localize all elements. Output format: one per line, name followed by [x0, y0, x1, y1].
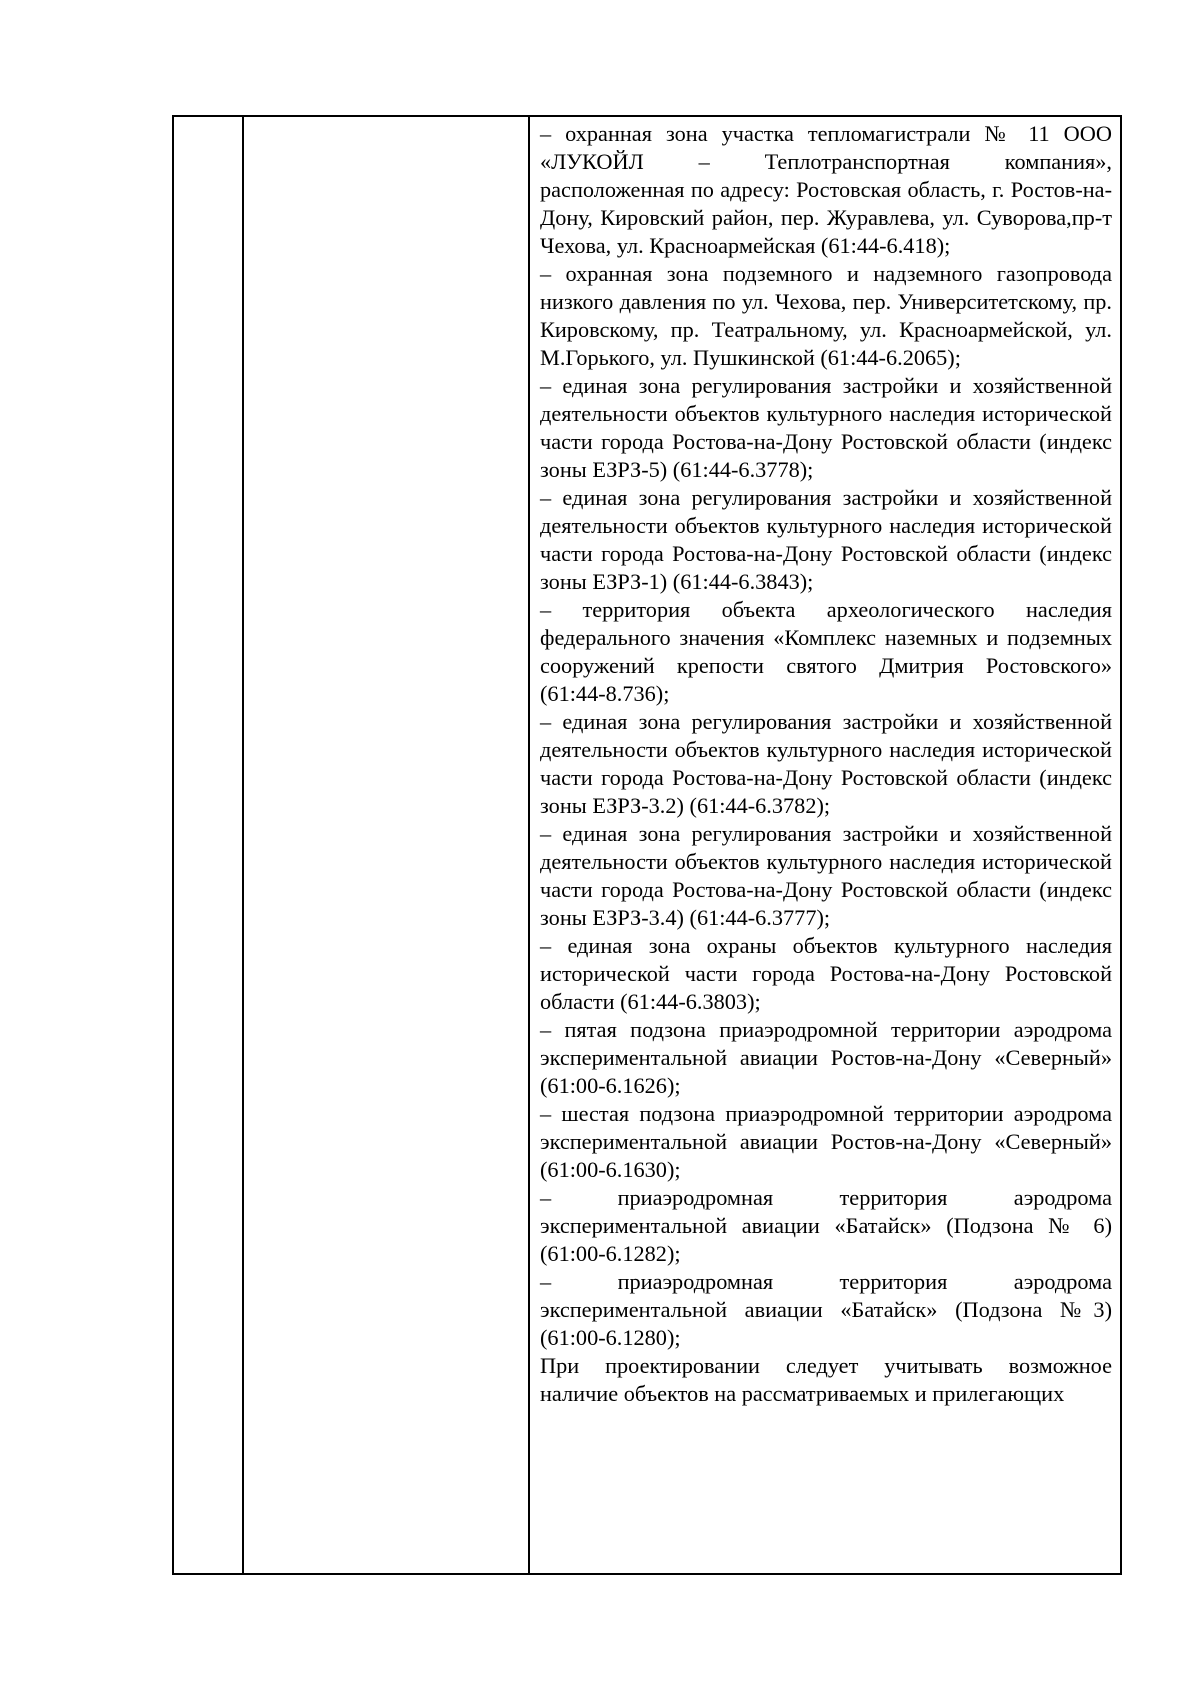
- table-row: [173, 116, 1121, 1574]
- paragraph: – охранная зона участка тепломагистрали № 11 ООО «ЛУКОЙЛ – Теплотранспортная компания», расположенная по адресу: Ростовская область, г. Ростов-на-Дону, Кировский район, пер. Журавлева, ул. Суворова,пр-т Чехова, ул. Красноармейская (61:44-6.418);: [540, 121, 1112, 258]
- paragraph: – пятая подзона приаэродромной территории аэродрома экспериментальной авиации Ростов-на-Дону «Северный» (61:00-6.1626);: [540, 1017, 1112, 1098]
- paragraph: – приаэродромная территория аэродрома экспериментальной авиации «Батайск» (Подзона №3) (61:00-6.1280);: [540, 1269, 1112, 1350]
- paragraph: – единая зона регулирования застройки и хозяйственной деятельности объектов культурного наследия исторической части города Ростова-на-Дону Ростовской области (индекс зоны ЕЗРЗ-3.4) (61:44-6.3777);: [540, 821, 1112, 930]
- paragraph: – единая зона охраны объектов культурного наследия исторической части города Ростова-на-Дону Ростовской области (61:44-6.3803);: [540, 933, 1112, 1014]
- paragraph: – территория объекта археологического наследия федерального значения «Комплекс наземных и подземных сооружений крепости святого Дмитрия Ростовского» (61:44-8.736);: [540, 597, 1112, 706]
- paragraph: – единая зона регулирования застройки и хозяйственной деятельности объектов культурного наследия исторической части города Ростова-на-Дону Ростовской области (индекс зоны ЕЗРЗ-1) (61:44-6.3843);: [540, 485, 1112, 594]
- row-name-cell: [243, 116, 529, 1574]
- paragraph: – единая зона регулирования застройки и хозяйственной деятельности объектов культурного наследия исторической части города Ростова-на-Дону Ростовской области (индекс зоны ЕЗРЗ-3.2) (61:44-6.3782);: [540, 709, 1112, 818]
- paragraph: – приаэродромная территория аэродрома экспериментальной авиации «Батайск» (Подзона № 6) (61:00-6.1282);: [540, 1185, 1112, 1266]
- paragraph: – охранная зона подземного и надземного газопровода низкого давления по ул. Чехова, пер. Университетскому, пр. Кировскому, пр. Театральному, ул. Красноармейской, ул. М.Горького, ул. Пушкинской (61:44-6.2065);: [540, 261, 1112, 370]
- document-table: [172, 115, 1122, 1575]
- paragraph: При проектировании следует учитывать возможное наличие объектов на рассматриваемых и прилегающих: [540, 1353, 1112, 1406]
- row-description-cell: [529, 116, 1121, 1574]
- paragraph: – единая зона регулирования застройки и хозяйственной деятельности объектов культурного наследия исторической части города Ростова-на-Дону Ростовской области (индекс зоны ЕЗРЗ-5) (61:44-6.3778);: [540, 373, 1112, 482]
- description-text: [530, 117, 1120, 1408]
- row-number-cell: [173, 116, 243, 1574]
- paragraph: – шестая подзона приаэродромной территории аэродрома экспериментальной авиации Ростов-на-Дону «Северный» (61:00-6.1630);: [540, 1101, 1112, 1182]
